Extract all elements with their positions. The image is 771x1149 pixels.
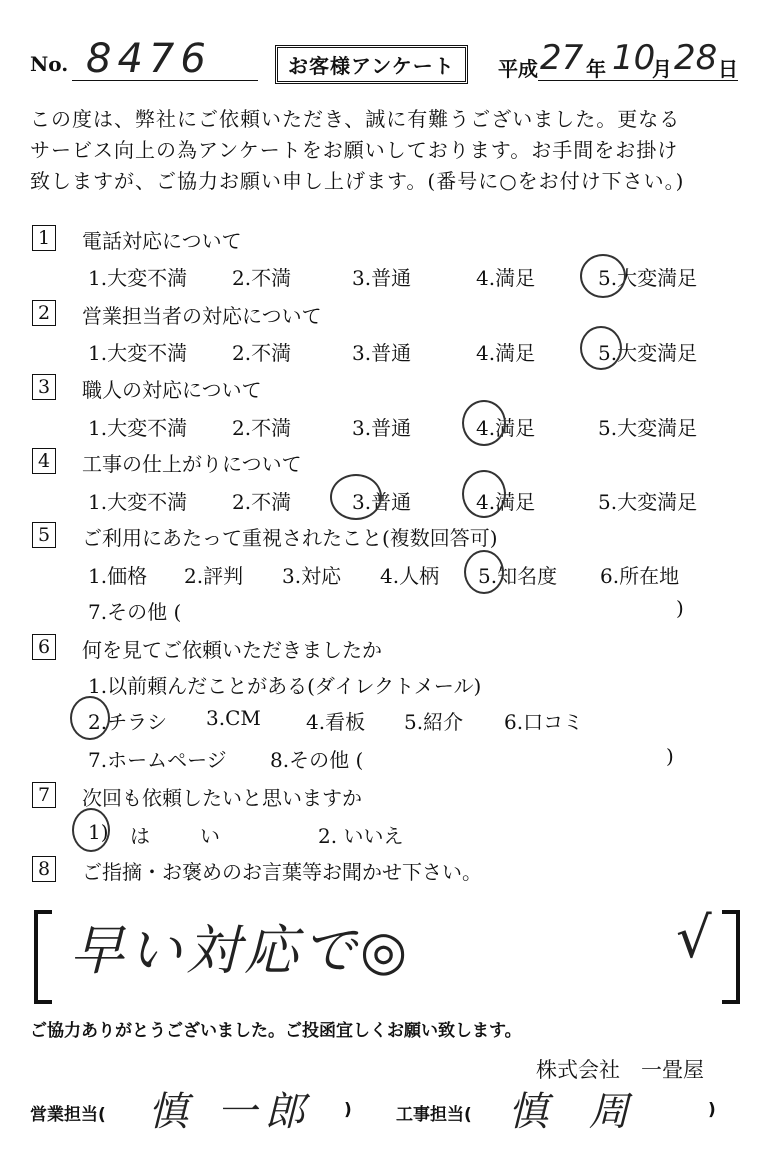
date-year: 27 bbox=[540, 38, 584, 78]
q5-answer-circle bbox=[464, 550, 504, 594]
q4-number: 4 bbox=[32, 448, 56, 474]
q1-number: 1 bbox=[32, 225, 56, 251]
q4-answer-circle-3 bbox=[330, 474, 382, 520]
date-month-unit: 月 bbox=[652, 57, 672, 81]
intro-line-3: 致しますが、ご協力お願い申し上げます。(番号に○をお付け下さい。) bbox=[30, 169, 685, 193]
q7-option-1-i[interactable]: い bbox=[200, 824, 220, 848]
q3-option-1[interactable]: 1.大変不満 bbox=[88, 416, 188, 440]
q6-text: 何を見てご依頼いただきましたか bbox=[82, 638, 382, 662]
q1-option-4[interactable]: 4.満足 bbox=[476, 266, 536, 290]
q5-option-2[interactable]: 2.評判 bbox=[184, 564, 244, 588]
work-rep-close: ) bbox=[708, 1100, 716, 1120]
date-day: 28 bbox=[674, 38, 718, 78]
q3-number: 3 bbox=[32, 374, 56, 400]
q2-text: 営業担当者の対応について bbox=[82, 304, 322, 328]
q6-option-7[interactable]: 7.ホームページ bbox=[88, 748, 227, 772]
q5-option-5[interactable]: 5.知名度 bbox=[478, 564, 558, 588]
company-name: 株式会社 一畳屋 bbox=[536, 1058, 704, 1082]
q2-option-2[interactable]: 2.不満 bbox=[232, 341, 292, 365]
q1-option-2[interactable]: 2.不満 bbox=[232, 266, 292, 290]
q5-option-4[interactable]: 4.人柄 bbox=[380, 564, 440, 588]
q2-option-5[interactable]: 5.大変満足 bbox=[598, 341, 698, 365]
work-rep-name[interactable]: 慎 周 bbox=[508, 1089, 643, 1135]
q6-option-2[interactable]: 2.チラシ bbox=[88, 710, 168, 734]
q6-option-4[interactable]: 4.看板 bbox=[306, 710, 366, 734]
q7-number: 7 bbox=[32, 782, 56, 808]
q8-number: 8 bbox=[32, 856, 56, 882]
q5-number: 5 bbox=[32, 522, 56, 548]
q5-option-7[interactable]: 7.その他 ( bbox=[88, 600, 182, 624]
q1-text: 電話対応について bbox=[82, 229, 242, 253]
q4-text: 工事の仕上がりについて bbox=[82, 452, 302, 476]
q7-option-1-ha[interactable]: は bbox=[130, 824, 150, 848]
q4-option-3[interactable]: 3.普通 bbox=[352, 490, 412, 514]
q4-option-1[interactable]: 1.大変不満 bbox=[88, 490, 188, 514]
q4-option-5[interactable]: 5.大変満足 bbox=[598, 490, 698, 514]
intro-line-1: この度は、弊社にご依頼いただき、誠に有難うございました。更なる bbox=[30, 107, 681, 131]
sales-rep-close: ) bbox=[344, 1100, 352, 1120]
q2-number: 2 bbox=[32, 300, 56, 326]
work-rep-label: 工事担当( bbox=[396, 1105, 472, 1125]
date-month: 10 bbox=[612, 38, 656, 78]
q4-answer-circle-4 bbox=[462, 470, 506, 518]
q6-option-1[interactable]: 1.以前頼んだことがある(ダイレクトメール) bbox=[88, 674, 482, 698]
q3-option-3[interactable]: 3.普通 bbox=[352, 416, 412, 440]
number-label: No. bbox=[30, 52, 69, 76]
q5-option-7-close: ) bbox=[676, 596, 684, 620]
form-title: お客様アンケート bbox=[275, 45, 468, 84]
q6-option-6[interactable]: 6.口コミ bbox=[504, 710, 584, 734]
intro-line-2: サービス向上の為アンケートをお願いしております。お手間をお掛け bbox=[30, 138, 679, 162]
q1-option-3[interactable]: 3.普通 bbox=[352, 266, 412, 290]
q5-option-1[interactable]: 1.価格 bbox=[88, 564, 148, 588]
check-mark-icon: √ bbox=[676, 906, 712, 971]
q3-answer-circle bbox=[462, 400, 506, 446]
date-era: 平成 bbox=[498, 57, 538, 81]
comment-bracket-left bbox=[34, 910, 52, 1004]
q4-option-4[interactable]: 4.満足 bbox=[476, 490, 536, 514]
q6-answer-circle bbox=[70, 696, 110, 740]
comment-handwritten[interactable]: 早い対応で◎ bbox=[70, 919, 412, 982]
q3-option-2[interactable]: 2.不満 bbox=[232, 416, 292, 440]
q2-answer-circle bbox=[580, 326, 622, 370]
q3-option-5[interactable]: 5.大変満足 bbox=[598, 416, 698, 440]
q6-option-3[interactable]: 3.CM bbox=[206, 706, 261, 730]
comment-bracket-right[interactable] bbox=[722, 910, 740, 1004]
q4-option-2[interactable]: 2.不満 bbox=[232, 490, 292, 514]
date-day-unit: 日 bbox=[718, 57, 738, 81]
intro-text bbox=[30, 104, 750, 197]
q2-option-4[interactable]: 4.満足 bbox=[476, 341, 536, 365]
sales-rep-label: 営業担当( bbox=[30, 1105, 106, 1125]
q7-answer-circle bbox=[72, 808, 110, 852]
q7-option-1-number[interactable]: 1) bbox=[88, 820, 109, 844]
q6-number: 6 bbox=[32, 634, 56, 660]
q5-text: ご利用にあたって重視されたこと(複数回答可) bbox=[82, 526, 498, 550]
number-value: 8476 bbox=[86, 36, 212, 82]
q2-option-1[interactable]: 1.大変不満 bbox=[88, 341, 188, 365]
q1-answer-circle bbox=[580, 254, 626, 298]
sales-rep-name[interactable]: 慎 一郎 bbox=[148, 1089, 313, 1135]
q5-option-3[interactable]: 3.対応 bbox=[282, 564, 342, 588]
date-year-unit: 年 bbox=[586, 57, 606, 81]
thanks-message: ご協力ありがとうございました。ご投函宜しくお願い致します。 bbox=[30, 1021, 522, 1041]
date-underline bbox=[538, 80, 738, 81]
q3-option-4[interactable]: 4.満足 bbox=[476, 416, 536, 440]
q7-text: 次回も依頼したいと思いますか bbox=[82, 786, 362, 810]
q6-option-5[interactable]: 5.紹介 bbox=[404, 710, 464, 734]
q5-option-6[interactable]: 6.所在地 bbox=[600, 564, 680, 588]
q1-option-5[interactable]: 5.大変満足 bbox=[598, 266, 698, 290]
q1-option-1[interactable]: 1.大変不満 bbox=[88, 266, 188, 290]
q8-text: ご指摘・お褒めのお言葉等お聞かせ下さい。 bbox=[82, 860, 482, 884]
q2-option-3[interactable]: 3.普通 bbox=[352, 341, 412, 365]
q6-option-8[interactable]: 8.その他 ( bbox=[270, 748, 364, 772]
q3-text: 職人の対応について bbox=[82, 378, 262, 402]
q7-option-2[interactable]: 2. いいえ bbox=[318, 824, 404, 848]
q6-option-8-close: ) bbox=[666, 744, 674, 768]
